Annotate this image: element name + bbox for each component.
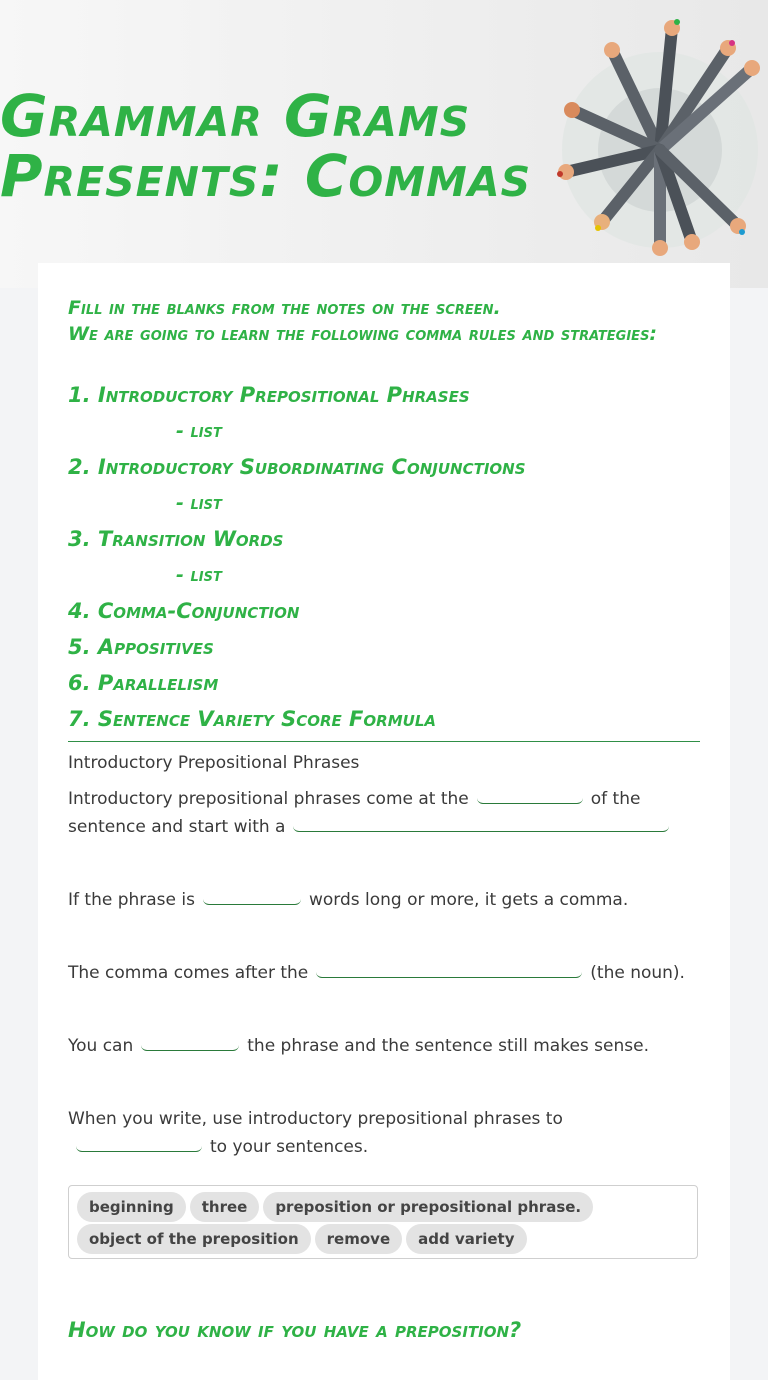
- word-chip[interactable]: add variety: [406, 1224, 526, 1254]
- sentence-text: If the phrase is: [68, 890, 195, 910]
- sentence-text: words long or more, it gets a comma.: [308, 890, 629, 910]
- rule-subitem: - list: [176, 492, 222, 514]
- sentence-text: the phrase and the sentence still makes sense.: [247, 1036, 649, 1056]
- blank-input[interactable]: [76, 1133, 202, 1152]
- blank-input[interactable]: [477, 785, 583, 804]
- word-chip[interactable]: object of the preposition: [77, 1224, 311, 1254]
- word-chip[interactable]: beginning: [77, 1192, 186, 1222]
- worksheet-card: [38, 263, 730, 1380]
- intro-line-1: Fill in the blanks from the notes on the screen.: [68, 297, 501, 319]
- blank-input[interactable]: [203, 886, 301, 905]
- sentence-1: [68, 785, 700, 841]
- pencil-tip-icon: [684, 234, 700, 250]
- comma-rules-list: [68, 377, 700, 737]
- section-divider: [68, 741, 700, 742]
- blank-input[interactable]: [293, 813, 669, 832]
- rule-subitem: - list: [176, 564, 222, 586]
- sentence-text: (the noun).: [590, 963, 685, 983]
- colored-pencils-image: [552, 10, 768, 280]
- intro-line-2: We are going to learn the following comma rules and strategies:: [68, 323, 658, 345]
- question-heading: How do you know if you have a preposition?: [68, 1318, 522, 1342]
- sentence-text: of the sentence and start with a: [68, 789, 641, 837]
- pencil-tip-icon: [652, 240, 668, 256]
- sentence-5: [68, 1105, 700, 1161]
- rule-subitem: - list: [176, 420, 222, 442]
- pencil-tip-icon: [604, 42, 620, 58]
- sentence-text: to your sentences.: [210, 1137, 369, 1157]
- section-label: Introductory Prepositional Phrases: [68, 753, 360, 773]
- rule-item: 5. Appositives: [68, 635, 214, 659]
- title-line-2: Presents: Commas: [0, 142, 532, 210]
- pencil-tip-icon: [564, 102, 580, 118]
- header-banner: [0, 0, 768, 288]
- blank-input[interactable]: [141, 1032, 239, 1051]
- sentence-text: You can: [68, 1036, 134, 1056]
- page-title: [0, 82, 532, 210]
- sentence-2: [68, 886, 700, 914]
- word-chip[interactable]: preposition or prepositional phrase.: [263, 1192, 593, 1222]
- sentence-3: [68, 959, 700, 987]
- word-bank: [68, 1185, 698, 1259]
- sentence-4: [68, 1032, 700, 1060]
- rule-item: 7. Sentence Variety Score Formula: [68, 707, 436, 731]
- rule-item: 1. Introductory Prepositional Phrases: [68, 383, 470, 407]
- rule-item: 6. Parallelism: [68, 671, 219, 695]
- rule-item: 2. Introductory Subordinating Conjunctions: [68, 455, 526, 479]
- title-line-1: Grammar Grams: [0, 82, 471, 150]
- pencil-tip-icon: [744, 60, 760, 76]
- intro-instructions: [68, 295, 700, 347]
- sentence-text: When you write, use introductory prepositional phrases to: [68, 1109, 563, 1129]
- sentence-text: Introductory prepositional phrases come at the: [68, 789, 469, 809]
- rule-item: 3. Transition Words: [68, 527, 284, 551]
- sentence-text: The comma comes after the: [68, 963, 309, 983]
- word-chip[interactable]: remove: [315, 1224, 402, 1254]
- blank-input[interactable]: [316, 959, 582, 978]
- word-chip[interactable]: three: [190, 1192, 260, 1222]
- rule-item: 4. Comma-Conjunction: [68, 599, 300, 623]
